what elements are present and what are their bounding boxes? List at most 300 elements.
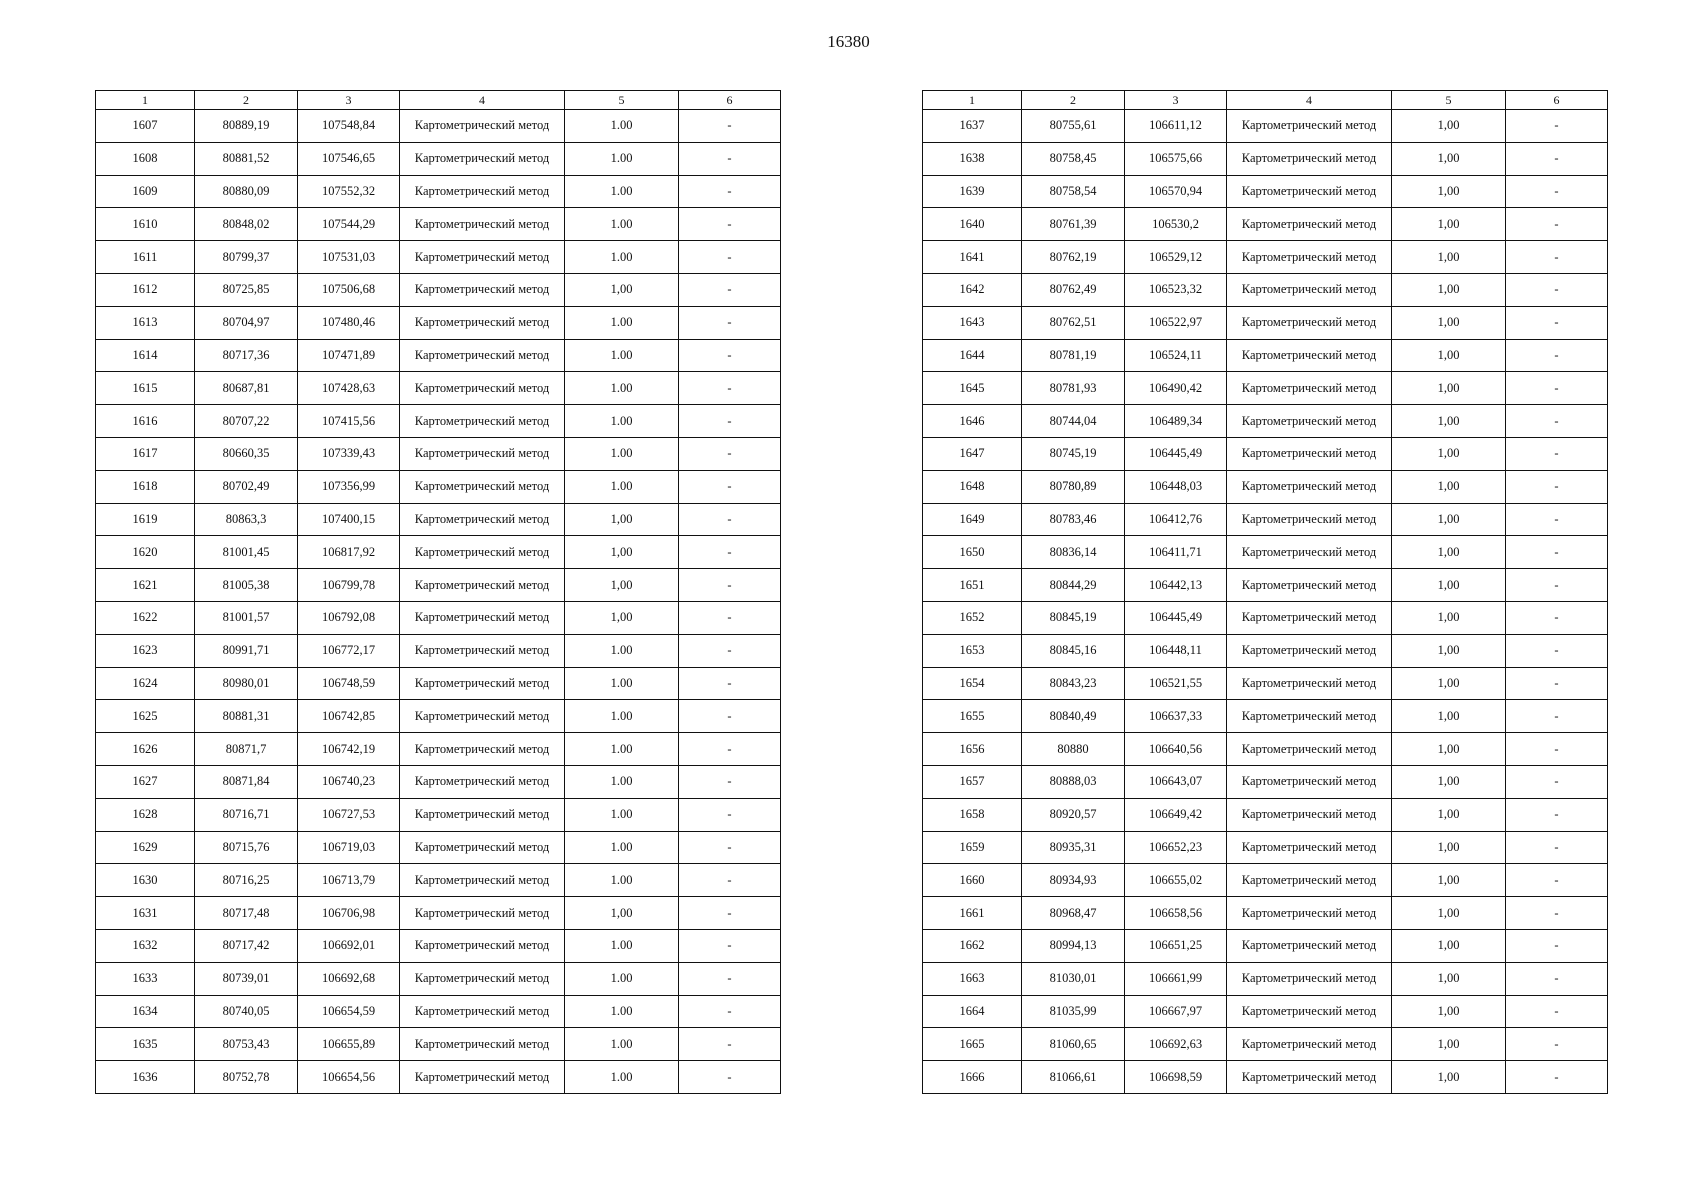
y-coordinate-cell: 107552,32 bbox=[298, 175, 400, 208]
table-row bbox=[923, 995, 1608, 1028]
point-number-cell: 1625 bbox=[96, 700, 195, 733]
x-coordinate-cell: 80845,16 bbox=[1022, 634, 1125, 667]
x-coordinate-cell: 80758,45 bbox=[1022, 142, 1125, 175]
point-number-cell: 1614 bbox=[96, 339, 195, 372]
accuracy-cell: 1,00 bbox=[1392, 372, 1506, 405]
point-number-cell: 1635 bbox=[96, 1028, 195, 1061]
accuracy-cell: 1,00 bbox=[565, 897, 679, 930]
method-cell: Картометрический метод bbox=[400, 208, 565, 241]
x-coordinate-cell: 80745,19 bbox=[1022, 437, 1125, 470]
y-coordinate-cell: 106792,08 bbox=[298, 601, 400, 634]
note-cell: - bbox=[1506, 1028, 1608, 1061]
table-row bbox=[96, 733, 781, 766]
note-cell: - bbox=[1506, 372, 1608, 405]
note-cell: - bbox=[1506, 601, 1608, 634]
table-row bbox=[923, 470, 1608, 503]
x-coordinate-cell: 80845,19 bbox=[1022, 601, 1125, 634]
method-cell: Картометрический метод bbox=[400, 241, 565, 274]
note-cell: - bbox=[1506, 995, 1608, 1028]
y-coordinate-cell: 106727,53 bbox=[298, 798, 400, 831]
table-row bbox=[923, 929, 1608, 962]
table-row bbox=[923, 601, 1608, 634]
accuracy-cell: 1,00 bbox=[1392, 241, 1506, 274]
method-cell: Картометрический метод bbox=[1227, 339, 1392, 372]
column-header: 2 bbox=[195, 91, 298, 110]
y-coordinate-cell: 107544,29 bbox=[298, 208, 400, 241]
point-number-cell: 1624 bbox=[96, 667, 195, 700]
accuracy-cell: 1,00 bbox=[1392, 929, 1506, 962]
x-coordinate-cell: 80840,49 bbox=[1022, 700, 1125, 733]
column-header: 6 bbox=[679, 91, 781, 110]
method-cell: Картометрический метод bbox=[1227, 733, 1392, 766]
accuracy-cell: 1,00 bbox=[565, 569, 679, 602]
note-cell: - bbox=[1506, 897, 1608, 930]
table-row bbox=[96, 601, 781, 634]
point-number-cell: 1646 bbox=[923, 405, 1022, 438]
method-cell: Картометрический метод bbox=[1227, 306, 1392, 339]
point-number-cell: 1613 bbox=[96, 306, 195, 339]
x-coordinate-cell: 81005,38 bbox=[195, 569, 298, 602]
y-coordinate-cell: 106655,02 bbox=[1125, 864, 1227, 897]
note-cell: - bbox=[1506, 1061, 1608, 1094]
table-row bbox=[96, 536, 781, 569]
x-coordinate-cell: 80716,25 bbox=[195, 864, 298, 897]
table-row bbox=[96, 667, 781, 700]
y-coordinate-cell: 106489,34 bbox=[1125, 405, 1227, 438]
point-number-cell: 1618 bbox=[96, 470, 195, 503]
accuracy-cell: 1,00 bbox=[1392, 1028, 1506, 1061]
method-cell: Картометрический метод bbox=[400, 1028, 565, 1061]
point-number-cell: 1634 bbox=[96, 995, 195, 1028]
y-coordinate-cell: 107546,65 bbox=[298, 142, 400, 175]
table-header-row bbox=[923, 91, 1608, 110]
method-cell: Картометрический метод bbox=[1227, 372, 1392, 405]
method-cell: Картометрический метод bbox=[400, 142, 565, 175]
y-coordinate-cell: 106740,23 bbox=[298, 765, 400, 798]
method-cell: Картометрический метод bbox=[400, 437, 565, 470]
column-header: 4 bbox=[1227, 91, 1392, 110]
y-coordinate-cell: 107531,03 bbox=[298, 241, 400, 274]
method-cell: Картометрический метод bbox=[1227, 798, 1392, 831]
point-number-cell: 1627 bbox=[96, 765, 195, 798]
note-cell: - bbox=[1506, 765, 1608, 798]
point-number-cell: 1649 bbox=[923, 503, 1022, 536]
accuracy-cell: 1,00 bbox=[1392, 339, 1506, 372]
note-cell: - bbox=[1506, 273, 1608, 306]
y-coordinate-cell: 106445,49 bbox=[1125, 601, 1227, 634]
note-cell: - bbox=[679, 241, 781, 274]
note-cell: - bbox=[1506, 569, 1608, 602]
table-row bbox=[96, 962, 781, 995]
method-cell: Картометрический метод bbox=[1227, 503, 1392, 536]
accuracy-cell: 1,00 bbox=[565, 503, 679, 536]
point-number-cell: 1636 bbox=[96, 1061, 195, 1094]
note-cell: - bbox=[1506, 929, 1608, 962]
method-cell: Картометрический метод bbox=[400, 897, 565, 930]
note-cell: - bbox=[679, 667, 781, 700]
point-number-cell: 1639 bbox=[923, 175, 1022, 208]
y-coordinate-cell: 106448,03 bbox=[1125, 470, 1227, 503]
note-cell: - bbox=[1506, 405, 1608, 438]
y-coordinate-cell: 106651,25 bbox=[1125, 929, 1227, 962]
note-cell: - bbox=[679, 175, 781, 208]
column-header: 5 bbox=[565, 91, 679, 110]
table-row bbox=[923, 569, 1608, 602]
point-number-cell: 1626 bbox=[96, 733, 195, 766]
note-cell: - bbox=[679, 569, 781, 602]
note-cell: - bbox=[679, 601, 781, 634]
y-coordinate-cell: 106742,19 bbox=[298, 733, 400, 766]
note-cell: - bbox=[679, 306, 781, 339]
method-cell: Картометрический метод bbox=[1227, 208, 1392, 241]
point-number-cell: 1660 bbox=[923, 864, 1022, 897]
accuracy-cell: 1,00 bbox=[1392, 306, 1506, 339]
point-number-cell: 1607 bbox=[96, 110, 195, 143]
note-cell: - bbox=[1506, 962, 1608, 995]
table-row bbox=[923, 1061, 1608, 1094]
x-coordinate-cell: 80991,71 bbox=[195, 634, 298, 667]
accuracy-cell: 1.00 bbox=[565, 864, 679, 897]
x-coordinate-cell: 80702,49 bbox=[195, 470, 298, 503]
x-coordinate-cell: 80980,01 bbox=[195, 667, 298, 700]
accuracy-cell: 1,00 bbox=[1392, 142, 1506, 175]
point-number-cell: 1630 bbox=[96, 864, 195, 897]
point-number-cell: 1666 bbox=[923, 1061, 1022, 1094]
accuracy-cell: 1.00 bbox=[565, 1028, 679, 1061]
table-row bbox=[96, 798, 781, 831]
x-coordinate-cell: 80799,37 bbox=[195, 241, 298, 274]
accuracy-cell: 1,00 bbox=[1392, 503, 1506, 536]
accuracy-cell: 1.00 bbox=[565, 110, 679, 143]
point-number-cell: 1663 bbox=[923, 962, 1022, 995]
point-number-cell: 1611 bbox=[96, 241, 195, 274]
method-cell: Картометрический метод bbox=[1227, 273, 1392, 306]
accuracy-cell: 1.00 bbox=[565, 306, 679, 339]
note-cell: - bbox=[679, 864, 781, 897]
method-cell: Картометрический метод bbox=[400, 995, 565, 1028]
method-cell: Картометрический метод bbox=[1227, 241, 1392, 274]
table-row bbox=[96, 208, 781, 241]
method-cell: Картометрический метод bbox=[1227, 175, 1392, 208]
point-number-cell: 1665 bbox=[923, 1028, 1022, 1061]
accuracy-cell: 1,00 bbox=[1392, 733, 1506, 766]
method-cell: Картометрический метод bbox=[1227, 601, 1392, 634]
x-coordinate-cell: 80717,48 bbox=[195, 897, 298, 930]
y-coordinate-cell: 106649,42 bbox=[1125, 798, 1227, 831]
point-number-cell: 1651 bbox=[923, 569, 1022, 602]
note-cell: - bbox=[679, 503, 781, 536]
table-row bbox=[923, 208, 1608, 241]
method-cell: Картометрический метод bbox=[1227, 962, 1392, 995]
accuracy-cell: 1.00 bbox=[565, 700, 679, 733]
table-row bbox=[923, 765, 1608, 798]
method-cell: Картометрический метод bbox=[400, 273, 565, 306]
accuracy-cell: 1.00 bbox=[565, 667, 679, 700]
accuracy-cell: 1,00 bbox=[1392, 437, 1506, 470]
x-coordinate-cell: 80844,29 bbox=[1022, 569, 1125, 602]
note-cell: - bbox=[679, 273, 781, 306]
point-number-cell: 1645 bbox=[923, 372, 1022, 405]
point-number-cell: 1652 bbox=[923, 601, 1022, 634]
y-coordinate-cell: 106411,71 bbox=[1125, 536, 1227, 569]
method-cell: Картометрический метод bbox=[400, 601, 565, 634]
accuracy-cell: 1,00 bbox=[1392, 765, 1506, 798]
point-number-cell: 1647 bbox=[923, 437, 1022, 470]
method-cell: Картометрический метод bbox=[400, 536, 565, 569]
accuracy-cell: 1.00 bbox=[565, 208, 679, 241]
x-coordinate-cell: 80889,19 bbox=[195, 110, 298, 143]
point-number-cell: 1658 bbox=[923, 798, 1022, 831]
x-coordinate-cell: 80994,13 bbox=[1022, 929, 1125, 962]
table-row bbox=[96, 437, 781, 470]
table-row bbox=[96, 405, 781, 438]
y-coordinate-cell: 106799,78 bbox=[298, 569, 400, 602]
method-cell: Картометрический метод bbox=[400, 306, 565, 339]
note-cell: - bbox=[1506, 437, 1608, 470]
note-cell: - bbox=[679, 1028, 781, 1061]
y-coordinate-cell: 106445,49 bbox=[1125, 437, 1227, 470]
point-number-cell: 1617 bbox=[96, 437, 195, 470]
y-coordinate-cell: 106490,42 bbox=[1125, 372, 1227, 405]
point-number-cell: 1616 bbox=[96, 405, 195, 438]
table-row bbox=[923, 733, 1608, 766]
x-coordinate-cell: 80752,78 bbox=[195, 1061, 298, 1094]
coordinates-table-right bbox=[922, 90, 1608, 1094]
y-coordinate-cell: 106643,07 bbox=[1125, 765, 1227, 798]
point-number-cell: 1632 bbox=[96, 929, 195, 962]
note-cell: - bbox=[679, 831, 781, 864]
point-number-cell: 1622 bbox=[96, 601, 195, 634]
note-cell: - bbox=[679, 962, 781, 995]
x-coordinate-cell: 80707,22 bbox=[195, 405, 298, 438]
accuracy-cell: 1,00 bbox=[565, 273, 679, 306]
accuracy-cell: 1,00 bbox=[1392, 1061, 1506, 1094]
x-coordinate-cell: 80762,19 bbox=[1022, 241, 1125, 274]
method-cell: Картометрический метод bbox=[1227, 437, 1392, 470]
accuracy-cell: 1,00 bbox=[1392, 995, 1506, 1028]
table-row bbox=[923, 1028, 1608, 1061]
table-row bbox=[923, 962, 1608, 995]
y-coordinate-cell: 106652,23 bbox=[1125, 831, 1227, 864]
column-header: 4 bbox=[400, 91, 565, 110]
table-row bbox=[923, 110, 1608, 143]
point-number-cell: 1612 bbox=[96, 273, 195, 306]
x-coordinate-cell: 81001,57 bbox=[195, 601, 298, 634]
note-cell: - bbox=[1506, 175, 1608, 208]
method-cell: Картометрический метод bbox=[400, 339, 565, 372]
x-coordinate-cell: 80780,89 bbox=[1022, 470, 1125, 503]
x-coordinate-cell: 80781,93 bbox=[1022, 372, 1125, 405]
method-cell: Картометрический метод bbox=[400, 831, 565, 864]
point-number-cell: 1655 bbox=[923, 700, 1022, 733]
x-coordinate-cell: 80968,47 bbox=[1022, 897, 1125, 930]
point-number-cell: 1629 bbox=[96, 831, 195, 864]
point-number-cell: 1659 bbox=[923, 831, 1022, 864]
x-coordinate-cell: 80725,85 bbox=[195, 273, 298, 306]
y-coordinate-cell: 106522,97 bbox=[1125, 306, 1227, 339]
note-cell: - bbox=[679, 733, 781, 766]
table-row bbox=[923, 306, 1608, 339]
column-header: 2 bbox=[1022, 91, 1125, 110]
note-cell: - bbox=[679, 1061, 781, 1094]
point-number-cell: 1623 bbox=[96, 634, 195, 667]
accuracy-cell: 1,00 bbox=[1392, 175, 1506, 208]
y-coordinate-cell: 107400,15 bbox=[298, 503, 400, 536]
table-row bbox=[96, 306, 781, 339]
note-cell: - bbox=[1506, 339, 1608, 372]
method-cell: Картометрический метод bbox=[400, 634, 565, 667]
y-coordinate-cell: 106530,2 bbox=[1125, 208, 1227, 241]
method-cell: Картометрический метод bbox=[1227, 569, 1392, 602]
point-number-cell: 1661 bbox=[923, 897, 1022, 930]
x-coordinate-cell: 80880 bbox=[1022, 733, 1125, 766]
method-cell: Картометрический метод bbox=[400, 667, 565, 700]
accuracy-cell: 1,00 bbox=[1392, 667, 1506, 700]
y-coordinate-cell: 106692,01 bbox=[298, 929, 400, 962]
table-row bbox=[923, 142, 1608, 175]
point-number-cell: 1628 bbox=[96, 798, 195, 831]
accuracy-cell: 1,00 bbox=[1392, 864, 1506, 897]
point-number-cell: 1640 bbox=[923, 208, 1022, 241]
table-row bbox=[923, 339, 1608, 372]
y-coordinate-cell: 106523,32 bbox=[1125, 273, 1227, 306]
method-cell: Картометрический метод bbox=[400, 470, 565, 503]
accuracy-cell: 1,00 bbox=[565, 536, 679, 569]
point-number-cell: 1620 bbox=[96, 536, 195, 569]
y-coordinate-cell: 106748,59 bbox=[298, 667, 400, 700]
method-cell: Картометрический метод bbox=[400, 765, 565, 798]
note-cell: - bbox=[679, 372, 781, 405]
note-cell: - bbox=[679, 634, 781, 667]
column-header: 6 bbox=[1506, 91, 1608, 110]
note-cell: - bbox=[679, 208, 781, 241]
accuracy-cell: 1,00 bbox=[1392, 536, 1506, 569]
accuracy-cell: 1,00 bbox=[1392, 569, 1506, 602]
note-cell: - bbox=[679, 995, 781, 1028]
accuracy-cell: 1.00 bbox=[565, 733, 679, 766]
note-cell: - bbox=[1506, 503, 1608, 536]
x-coordinate-cell: 80935,31 bbox=[1022, 831, 1125, 864]
note-cell: - bbox=[679, 536, 781, 569]
x-coordinate-cell: 80920,57 bbox=[1022, 798, 1125, 831]
accuracy-cell: 1,00 bbox=[1392, 897, 1506, 930]
point-number-cell: 1609 bbox=[96, 175, 195, 208]
point-number-cell: 1650 bbox=[923, 536, 1022, 569]
note-cell: - bbox=[1506, 142, 1608, 175]
note-cell: - bbox=[1506, 700, 1608, 733]
x-coordinate-cell: 81030,01 bbox=[1022, 962, 1125, 995]
table-row bbox=[923, 864, 1608, 897]
table-row bbox=[96, 142, 781, 175]
note-cell: - bbox=[1506, 241, 1608, 274]
method-cell: Картометрический метод bbox=[400, 503, 565, 536]
accuracy-cell: 1.00 bbox=[565, 798, 679, 831]
y-coordinate-cell: 106667,97 bbox=[1125, 995, 1227, 1028]
table-row bbox=[96, 831, 781, 864]
accuracy-cell: 1.00 bbox=[565, 995, 679, 1028]
accuracy-cell: 1,00 bbox=[1392, 208, 1506, 241]
note-cell: - bbox=[679, 700, 781, 733]
note-cell: - bbox=[679, 405, 781, 438]
y-coordinate-cell: 107428,63 bbox=[298, 372, 400, 405]
point-number-cell: 1621 bbox=[96, 569, 195, 602]
x-coordinate-cell: 80717,36 bbox=[195, 339, 298, 372]
note-cell: - bbox=[1506, 470, 1608, 503]
y-coordinate-cell: 107415,56 bbox=[298, 405, 400, 438]
note-cell: - bbox=[1506, 831, 1608, 864]
table-row bbox=[96, 569, 781, 602]
x-coordinate-cell: 80758,54 bbox=[1022, 175, 1125, 208]
table-row bbox=[96, 273, 781, 306]
table-row bbox=[923, 700, 1608, 733]
accuracy-cell: 1,00 bbox=[1392, 831, 1506, 864]
point-number-cell: 1610 bbox=[96, 208, 195, 241]
accuracy-cell: 1.00 bbox=[565, 765, 679, 798]
note-cell: - bbox=[679, 339, 781, 372]
y-coordinate-cell: 106713,79 bbox=[298, 864, 400, 897]
accuracy-cell: 1,00 bbox=[1392, 700, 1506, 733]
x-coordinate-cell: 81066,61 bbox=[1022, 1061, 1125, 1094]
accuracy-cell: 1,00 bbox=[1392, 110, 1506, 143]
point-number-cell: 1637 bbox=[923, 110, 1022, 143]
x-coordinate-cell: 80715,76 bbox=[195, 831, 298, 864]
y-coordinate-cell: 106742,85 bbox=[298, 700, 400, 733]
y-coordinate-cell: 106611,12 bbox=[1125, 110, 1227, 143]
column-header: 3 bbox=[1125, 91, 1227, 110]
table-row bbox=[923, 798, 1608, 831]
point-number-cell: 1615 bbox=[96, 372, 195, 405]
y-coordinate-cell: 106655,89 bbox=[298, 1028, 400, 1061]
x-coordinate-cell: 80871,84 bbox=[195, 765, 298, 798]
column-header: 1 bbox=[923, 91, 1022, 110]
accuracy-cell: 1,00 bbox=[1392, 405, 1506, 438]
table-row bbox=[96, 110, 781, 143]
note-cell: - bbox=[679, 142, 781, 175]
method-cell: Картометрический метод bbox=[400, 798, 565, 831]
accuracy-cell: 1,00 bbox=[565, 601, 679, 634]
method-cell: Картометрический метод bbox=[400, 733, 565, 766]
method-cell: Картометрический метод bbox=[1227, 405, 1392, 438]
method-cell: Картометрический метод bbox=[1227, 831, 1392, 864]
method-cell: Картометрический метод bbox=[1227, 700, 1392, 733]
note-cell: - bbox=[1506, 306, 1608, 339]
method-cell: Картометрический метод bbox=[400, 110, 565, 143]
method-cell: Картометрический метод bbox=[400, 962, 565, 995]
accuracy-cell: 1.00 bbox=[565, 634, 679, 667]
point-number-cell: 1631 bbox=[96, 897, 195, 930]
y-coordinate-cell: 107339,43 bbox=[298, 437, 400, 470]
table-row bbox=[96, 1061, 781, 1094]
note-cell: - bbox=[1506, 667, 1608, 700]
x-coordinate-cell: 80881,52 bbox=[195, 142, 298, 175]
accuracy-cell: 1,00 bbox=[1392, 601, 1506, 634]
method-cell: Картометрический метод bbox=[400, 700, 565, 733]
point-number-cell: 1662 bbox=[923, 929, 1022, 962]
table-row bbox=[923, 273, 1608, 306]
x-coordinate-cell: 80716,71 bbox=[195, 798, 298, 831]
accuracy-cell: 1.00 bbox=[565, 962, 679, 995]
accuracy-cell: 1.00 bbox=[565, 372, 679, 405]
note-cell: - bbox=[679, 798, 781, 831]
table-row bbox=[923, 405, 1608, 438]
note-cell: - bbox=[1506, 798, 1608, 831]
note-cell: - bbox=[679, 897, 781, 930]
x-coordinate-cell: 80755,61 bbox=[1022, 110, 1125, 143]
accuracy-cell: 1.00 bbox=[565, 175, 679, 208]
table-header-row bbox=[96, 91, 781, 110]
y-coordinate-cell: 107548,84 bbox=[298, 110, 400, 143]
point-number-cell: 1657 bbox=[923, 765, 1022, 798]
